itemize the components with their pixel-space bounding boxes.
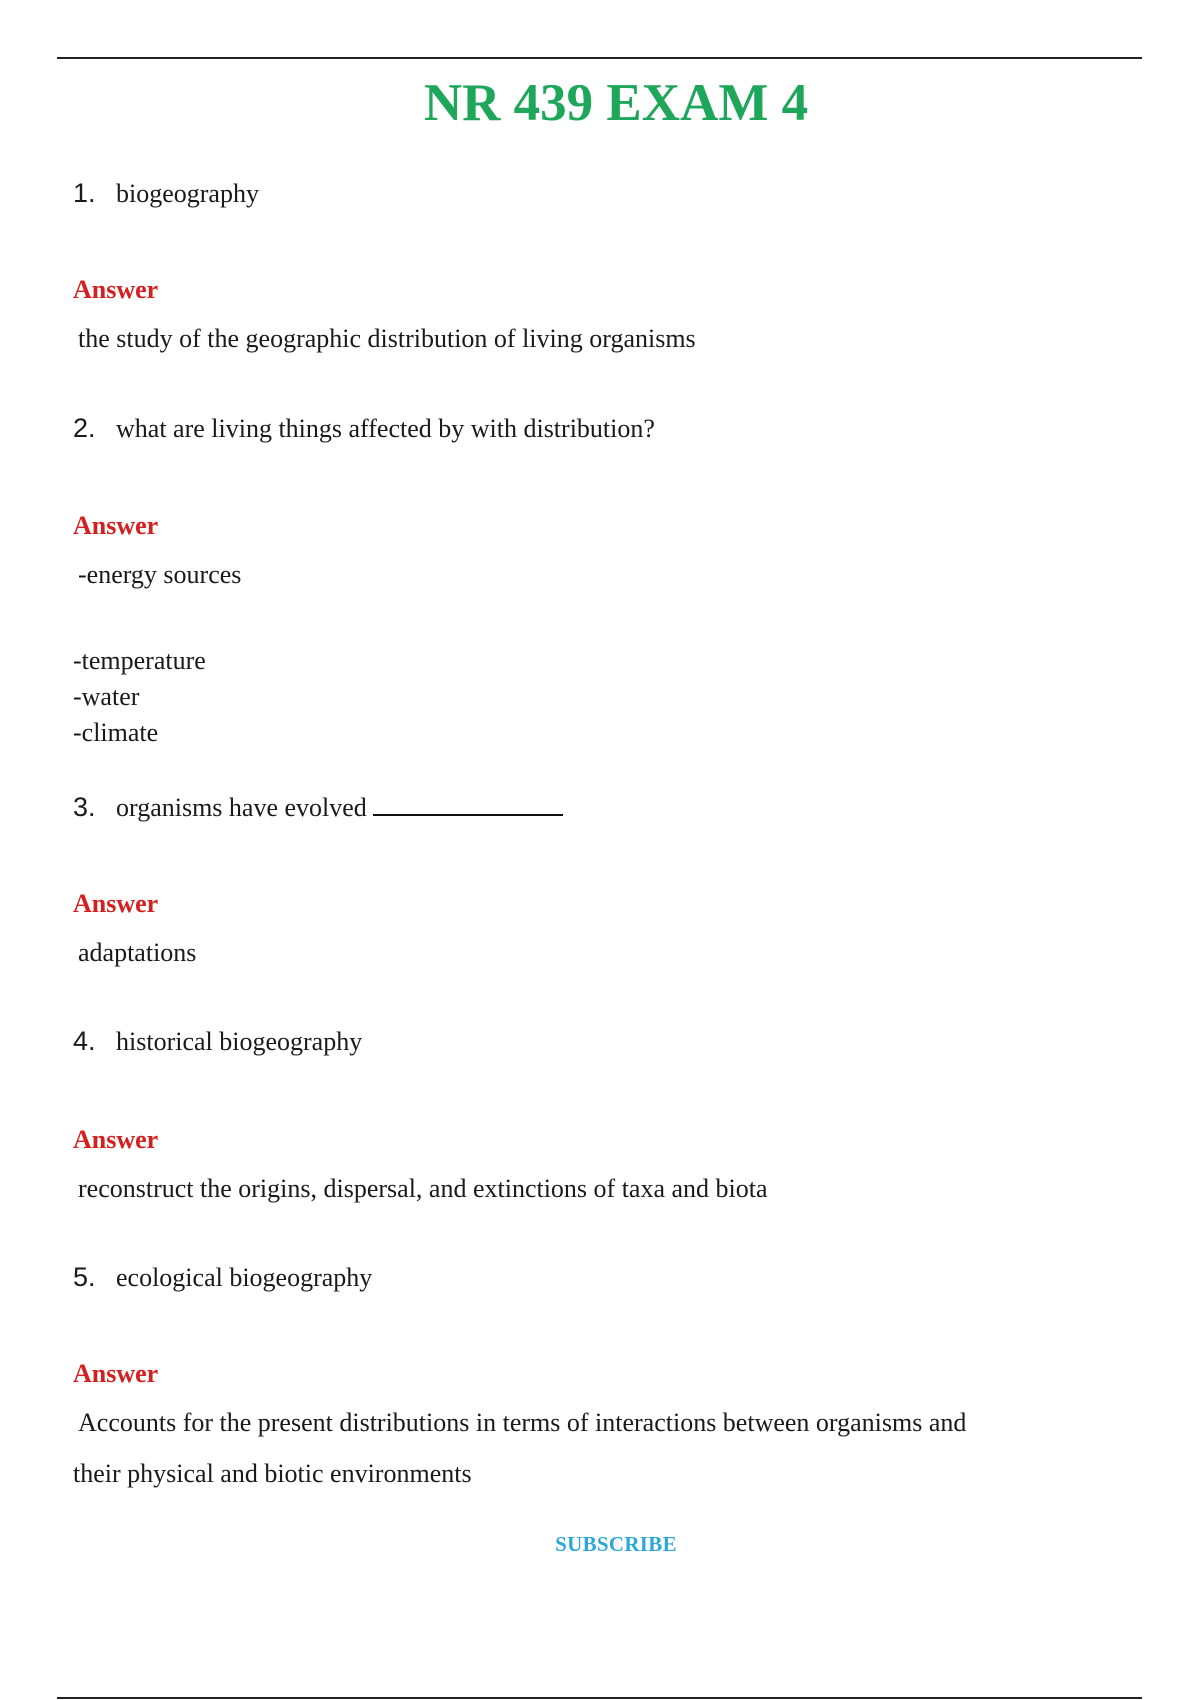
question-text: ecological biogeography xyxy=(116,1263,373,1292)
question-number: 4. xyxy=(73,1026,96,1056)
top-rule xyxy=(57,57,1142,59)
answer-list-item: -temperature xyxy=(73,646,206,675)
answer-2-list xyxy=(73,643,206,751)
answer-label-1: Answer xyxy=(73,275,159,304)
answer-label-2: Answer xyxy=(73,511,159,540)
answer-label-3: Answer xyxy=(73,889,159,918)
answer-3: adaptations xyxy=(78,938,197,967)
question-number: 3. xyxy=(73,792,96,822)
answer-1: the study of the geographic distribution of living organisms xyxy=(78,324,696,353)
question-3 xyxy=(73,790,563,825)
answer-label-5: Answer xyxy=(73,1359,159,1388)
answer-line: their physical and biotic environments xyxy=(73,1459,472,1488)
question-text: organisms have evolved xyxy=(116,793,367,822)
page-title: NR 439 EXAM 4 xyxy=(423,74,809,132)
fill-in-blank xyxy=(373,790,563,816)
question-4 xyxy=(73,1024,362,1059)
answer-line: Accounts for the present distributions in terms of interactions between organisms and xyxy=(78,1408,967,1437)
question-number: 1. xyxy=(73,178,96,208)
question-text: historical biogeography xyxy=(116,1027,363,1056)
answer-label-4: Answer xyxy=(73,1125,159,1154)
bottom-rule xyxy=(57,1697,1142,1699)
answer-list-item: -climate xyxy=(73,718,159,747)
question-1 xyxy=(73,176,259,211)
subscribe-link[interactable]: SUBSCRIBE xyxy=(555,1532,677,1556)
answer-2: -energy sources xyxy=(78,560,242,589)
answer-5 xyxy=(73,1406,1078,1491)
question-2 xyxy=(73,411,655,446)
question-text: what are living things affected by with distribution? xyxy=(116,414,655,443)
answer-4: reconstruct the origins, dispersal, and extinctions of taxa and biota xyxy=(78,1174,768,1203)
question-5 xyxy=(73,1260,372,1295)
answer-list-item: -water xyxy=(73,682,140,711)
question-number: 2. xyxy=(73,413,96,443)
question-text: biogeography xyxy=(116,179,259,208)
question-number: 5. xyxy=(73,1262,96,1292)
